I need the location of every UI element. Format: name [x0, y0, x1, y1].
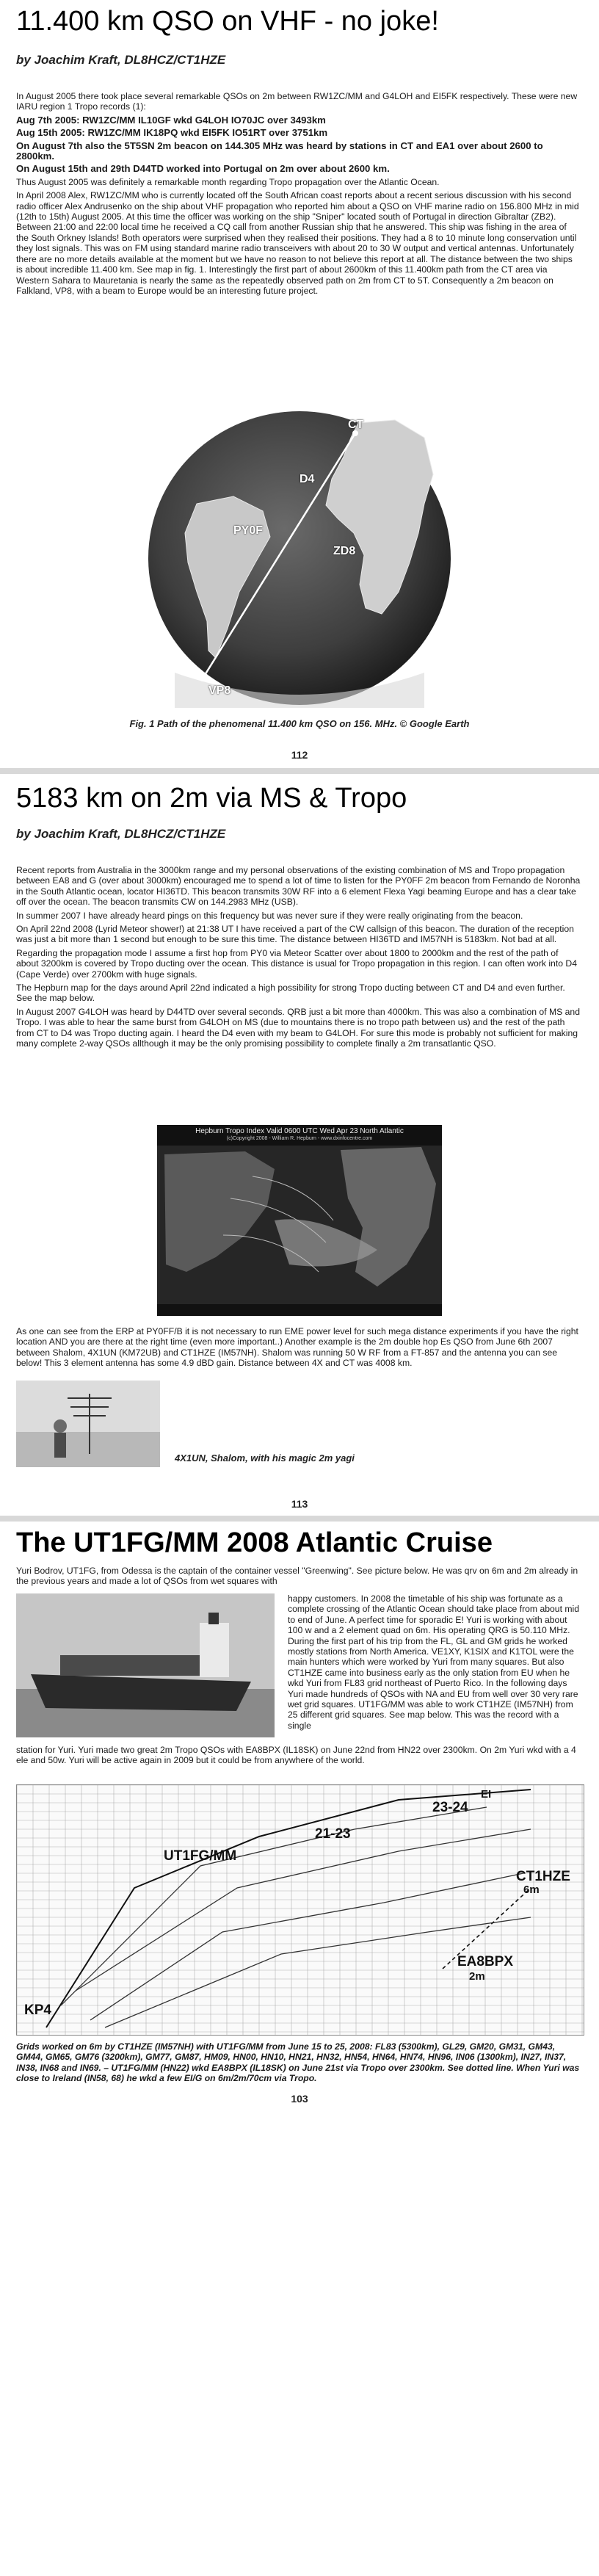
shalom-photo: [16, 1381, 160, 1467]
grid-label-kp4: KP4: [24, 2002, 51, 2018]
article2-para-6: In August 2007 G4LOH was heard by D44TD over several seconds. QRB just a bit more than 4000km. This was also a combination of MS and Tropo. I was able to hear the same burst from G4LOH on MS (due to mountains there is no tropo path between us) and the rest of the path from CT to D4 was Tropo ducting again. I heard the D4 even with my beam to G4LOH. For sure this mode is probably not sufficient for making many complete 2-way QSOs allthough it may be the only promising possibility to complete finally a 2m transatlantic QSO.: [16, 1006, 580, 1049]
grid-label-23-24: 23-24: [432, 1800, 468, 1815]
article3-title: The UT1FG/MM 2008 Atlantic Cruise: [16, 1527, 493, 1558]
globe-map-figure: [145, 408, 454, 708]
article2-para-after: As one can see from the ERP at PY0FF/B it is not necessary to run EME power level for such mega distance experiments if you have the right location AND you are there at the right time (even more important..) Another example is the 2m double hop Es QSO from June 6th 2007 between Shalom, 4X1UN (KM72UB) and CT1HZE (IM57NH). Shalom was running 50 W RF from a FT-857 and the antenna you can see below! This 3 element antenna has some 4.9 dBD gain. Distance between 4X and CT was 4008 km.: [16, 1326, 578, 1369]
article1-record-2: Aug 15th 2005: RW1ZC/MM IK18PQ wkd EI5FK IO51RT over 3751km: [16, 127, 328, 139]
article1-figure-caption: Fig. 1 Path of the phenomenal 11.400 km QSO on 156. MHz. © Google Earth: [129, 718, 470, 729]
grid-label-ct1hze: CT1HZE: [516, 1869, 570, 1884]
article1-record-1: Aug 7th 2005: RW1ZC/MM IL10GF wkd G4LOH IO70JC over 3493km: [16, 114, 326, 126]
article2-para-4: Regarding the propagation mode I assume a first hop from PY0 via Meteor Scatter over about 1800 to 2000km and the rest of the path of about 3200km is covered by Tropo ducting over the ocean. This distance is usual for Tropo propagation in this region. I can often work into D4 (Cape Verde) over 2700km with huge signals.: [16, 947, 577, 980]
shalom-photo-caption: 4X1UN, Shalom, with his magic 2m yagi: [175, 1452, 355, 1464]
grid-label-2m: 2m: [469, 1970, 485, 1983]
hepburn-map-title: Hepburn Tropo Index Valid 0600 UTC Wed Apr 23 North Atlantic: [195, 1127, 404, 1135]
grid-label-6m: 6m: [523, 1884, 540, 1896]
article1-intro: In August 2005 there took place several remarkable QSOs on 2m between RW1ZC/MM and G4LOH and EI5FK respectively. These were new IARU region 1 Tropo records (1):: [16, 91, 578, 112]
article2-para-2: In summer 2007 I have already heard pings on this frequency but was never sure if they were really originating from the beacon.: [16, 910, 523, 921]
article3-side-block: [288, 1593, 583, 1734]
article3-caption: Grids worked on 6m by CT1HZE (IM57NH) with UT1FG/MM from June 15 to 25, 2008: FL83 (5300km), GL29, GM20, GM31, GM43, GM44, GM65, GM76 (3200km), GM77, GM87, HM09, HN00, HN10, HN21, HN32, HN54, HN64, HN74, HN96, IN06 (1300km), IN27, IN37, IN38, IN68 and IN69. – UT1FG/MM (HN22) wkd EA8BPX (IL18SK) on June 21st via Tropo over 2300km. See dotted line. When Yuri was close to Ireland (IN58, 68) he wkd a few EI/G on 6m/2m/70cm via Tropo.: [16, 2041, 580, 2084]
grid-squares-map-figure: [16, 1784, 584, 2036]
article2-byline: by Joachim Kraft, DL8HCZ/CT1HZE: [16, 827, 226, 841]
article3-tail: station for Yuri. Yuri made two great 2m Tropo QSOs with EA8BPX (IL18SK) on June 22nd from HN22 over 2300km. On 2m Yuri wkd with a 4 ele and 50w. Yuri will be active again in 2009 but it could be from anywhere of the world.: [16, 1745, 576, 1766]
greenwing-ship-photo: [16, 1593, 275, 1737]
article1-para-thus: Thus August 2005 was definitely a remarkable month regarding Tropo propagation over the Atlantic Ocean.: [16, 176, 440, 187]
article1-record-4: On August 15th and 29th D44TD worked into Portugal on 2m over about 2600 km.: [16, 163, 390, 175]
page-divider-2: [0, 1516, 599, 1522]
article2-para-1: Recent reports from Australia in the 3000km range and my personal observations of the existing combination of MS and Tropo propagation between EA8 and G (over about 3000km) encouraged me to spend a lot of time to listen for the PY0FF 2m beacon from Fernando de Noronha in the South Atlantic ocean, locator HI36TD. This beacon transmits 30W RF into a 6 element Flexa Yagi beaming Europe and has a clear take off over the ocean. The beacon transmits CW on 144.2983 MHz (USB).: [16, 865, 581, 908]
article2-para-5: The Hepburn map for the days around April 22nd indicated a high possibility for strong Tropo ducting between CT and D4 and even further. See the map below.: [16, 983, 565, 1004]
article3-side: happy customers. In 2008 the timetable of his ship was fortunate as a complete crossing of the Atlantic Ocean should take place from about mid to end of June. A perfect time for sporadic E! Yuri is working with about 100 w and a 2 element quad on 6m. His operating QRG is 50.110 MHz. During the first part of his trip from the FL, GL and GM grids he worked mostly stations from North America. VE1XY, K1SIX and K1TOL were the main hunters which were worked by Yuri from many squares. But also CT1HZE came into business early as the only station from EU when he wkd Yuri from FL83 grid northeast of Puerto Rico. In the following days Yuri made hundreds of QSOs with NA and EU from well over 30 very rare wet grid squares. UT1FG/MM was able to work CT1HZE (IM57NH) from 25 different grid squares. See map below. This was the record with a single: [288, 1593, 579, 1731]
article3-tail-block: [16, 1745, 581, 1769]
article2-body-after: [16, 1326, 581, 1372]
hepburn-map-figure: [157, 1125, 442, 1316]
article3-lead: Yuri Bodrov, UT1FG, from Odessa is the captain of the container vessel "Greenwing". See picture below. He was qrv on 6m and 2m already in the previous years and made a lot of QSOs from wet squares with: [16, 1566, 578, 1587]
article2-title: 5183 km on 2m via MS & Tropo: [16, 783, 407, 814]
globe-map-image: [145, 408, 454, 708]
grid-label-ei: EI: [481, 1788, 492, 1801]
article1-record-3: On August 7th also the 5T5SN 2m beacon on 144.305 MHz was heard by stations in CT and EA1 over about 2600 to 2800km.: [16, 140, 543, 162]
map-label-ct: CT: [348, 419, 364, 431]
hepburn-map-subtitle: (c)Copyright 2008 - William R. Hepburn - www.dxinfocentre.com: [226, 1136, 373, 1141]
grid-squares-map-image: [17, 1785, 584, 2035]
grid-label-21-23: 21-23: [315, 1826, 351, 1842]
article3-page-number: 103: [291, 2093, 308, 2105]
article2-body: [16, 865, 581, 1052]
grid-label-ea8bpx: EA8BPX: [457, 1954, 514, 1969]
page-divider: [0, 768, 599, 774]
grid-label-ut1fg: UT1FG/MM: [164, 1848, 237, 1864]
article2-para-3: On April 22nd 2008 (Lyrid Meteor shower!) at 21:38 UT I have received a part of the CW callsign of this beacon. The duration of the reception was just a bit more than 1 second but enough to be sure this time. The distance between HI36TD and IM57NH is 5183km. Not bad at all.: [16, 924, 574, 945]
map-label-zd8: ZD8: [333, 545, 356, 557]
article1-page-number: 112: [291, 749, 308, 761]
article2-page-number: 113: [291, 1498, 308, 1510]
article1-para-april: In April 2008 Alex, RW1ZC/MM who is currently located off the South African coast reports about a recent serious discussion with his second radio officer Alex Andrusenko on the ship about VHF propagation who reported him about a QSO on VHF marine radio on 156.800 MHz in mid (12th to 15th) August 2005. At this time the officer was working on the ship "Sniper" located south of Portugal in direction Gibraltar (ZB2). Between 21:00 and 22:00 local time he received a CQ call from another Russian ship that he answered. This ship was fishing in the area of the South Orkney Islands! Both operators were surprised when they realised their positions. They had a 8 to 10 minute long conservation until they lost signals. This was on FM using standard marine radio transceivers with about 20 to 30 W output and vertical antennas. Unfortunately there are no more details available at the moment but we have no reason to not believe this report at all. The distance between the two ships is about incredible 11.400 km. See map in fig. 1. Interestingly the first part of about 2600km of this 11.400km path from the CT area via Western Sahara to Mauretania is nearly the same as the repeatedly observed path on 2m from CT to 5T. Consequently a 2m beacon on Falkland, VP8, with a beam to Europe would be an interesting future project.: [16, 190, 579, 296]
map-label-d4: D4: [300, 473, 315, 485]
article3-lead-block: [16, 1566, 581, 1590]
hepburn-map-image: [157, 1125, 442, 1316]
article1-title: 11.400 km QSO on VHF - no joke!: [16, 6, 439, 37]
map-label-py0f: PY0F: [233, 524, 264, 537]
article1-byline: by Joachim Kraft, DL8HCZ/CT1HZE: [16, 53, 226, 67]
article1-body: [16, 91, 581, 299]
map-label-vp8: VP8: [208, 684, 231, 697]
